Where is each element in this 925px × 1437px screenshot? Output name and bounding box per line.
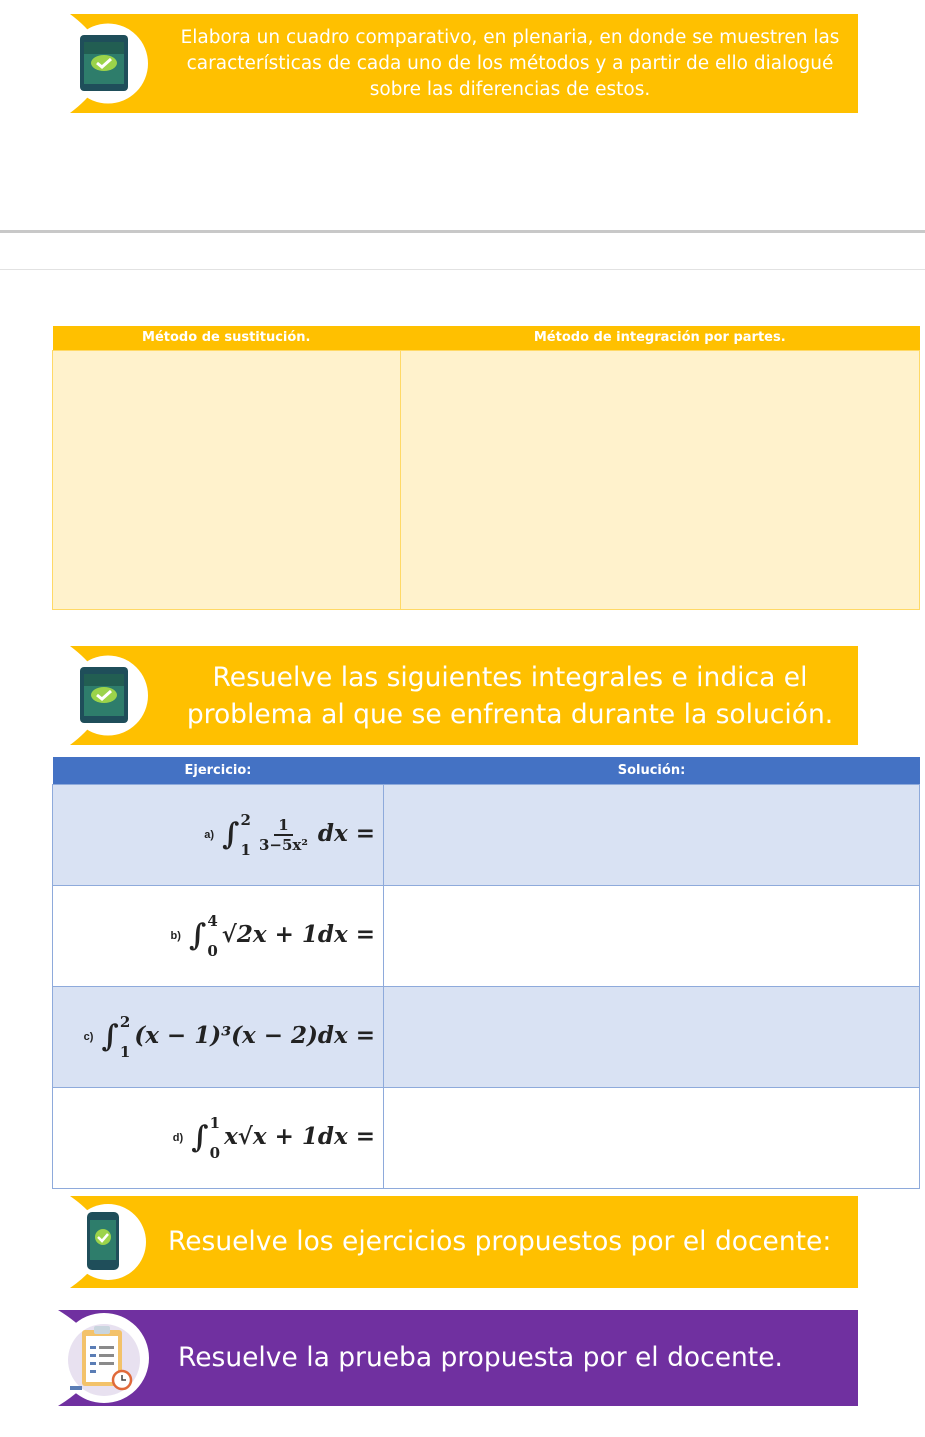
exercise-label: b) bbox=[170, 929, 181, 942]
integral-expression: ∫ 4 0 √2x + 1dx = bbox=[188, 911, 375, 960]
banner-text: Resuelve las siguientes integrales e indica el problema al que se enfrenta durante la solución. bbox=[186, 661, 834, 730]
header-ejercicio: Ejercicio: bbox=[53, 757, 384, 784]
instruction-banner-1 bbox=[70, 14, 858, 113]
cell-por-partes[interactable] bbox=[400, 350, 919, 610]
exercise-cell bbox=[53, 885, 384, 986]
integral-expression: ∫ 2 1 $\frac{1}{\text{3−5x²}}$ dx = bbox=[222, 810, 375, 859]
integral-expression: ∫ 1 0 x√x + 1dx = bbox=[191, 1113, 375, 1162]
table-row bbox=[53, 1087, 920, 1188]
checklist-phone-icon bbox=[86, 1211, 120, 1271]
banner-text: Elabora un cuadro comparativo, en plenaria, en donde se muestren las características de cada uno de los métodos y a partir de ello dialogué sobre las diferencias de estos. bbox=[180, 26, 840, 100]
banner-text: Resuelve la prueba propuesta por el docente. bbox=[178, 1342, 783, 1373]
instruction-banner-2 bbox=[70, 646, 858, 745]
solution-cell[interactable] bbox=[384, 784, 920, 885]
header-solucion: Solución: bbox=[384, 757, 920, 784]
test-clipboard-clock-icon bbox=[64, 1320, 144, 1398]
header-por-partes: Método de integración por partes. bbox=[400, 326, 919, 350]
solution-cell[interactable] bbox=[384, 885, 920, 986]
section-divider bbox=[0, 230, 925, 270]
exercise-cell bbox=[53, 986, 384, 1087]
banner-text: Resuelve los ejercicios propuestos por el docente: bbox=[168, 1226, 832, 1257]
exercise-label: a) bbox=[204, 828, 215, 841]
integral-expression: ∫ 2 1 (x − 1)³(x − 2)dx = bbox=[101, 1012, 375, 1061]
comparison-table bbox=[52, 326, 920, 610]
exercise-cell bbox=[53, 1087, 384, 1188]
table-row bbox=[53, 986, 920, 1087]
solution-cell[interactable] bbox=[384, 1087, 920, 1188]
checklist-tablet-icon bbox=[78, 666, 130, 724]
exercise-label: c) bbox=[83, 1030, 94, 1043]
exercise-table bbox=[52, 757, 920, 1189]
table-row bbox=[53, 885, 920, 986]
checklist-tablet-icon bbox=[78, 34, 130, 92]
solution-cell[interactable] bbox=[384, 986, 920, 1087]
header-sustitucion: Método de sustitución. bbox=[53, 326, 401, 350]
exercise-cell bbox=[53, 784, 384, 885]
cell-sustitucion[interactable] bbox=[53, 350, 401, 610]
exercise-label: d) bbox=[172, 1131, 184, 1144]
instruction-banner-3 bbox=[70, 1196, 858, 1288]
table-row bbox=[53, 784, 920, 885]
instruction-banner-4 bbox=[58, 1310, 858, 1406]
